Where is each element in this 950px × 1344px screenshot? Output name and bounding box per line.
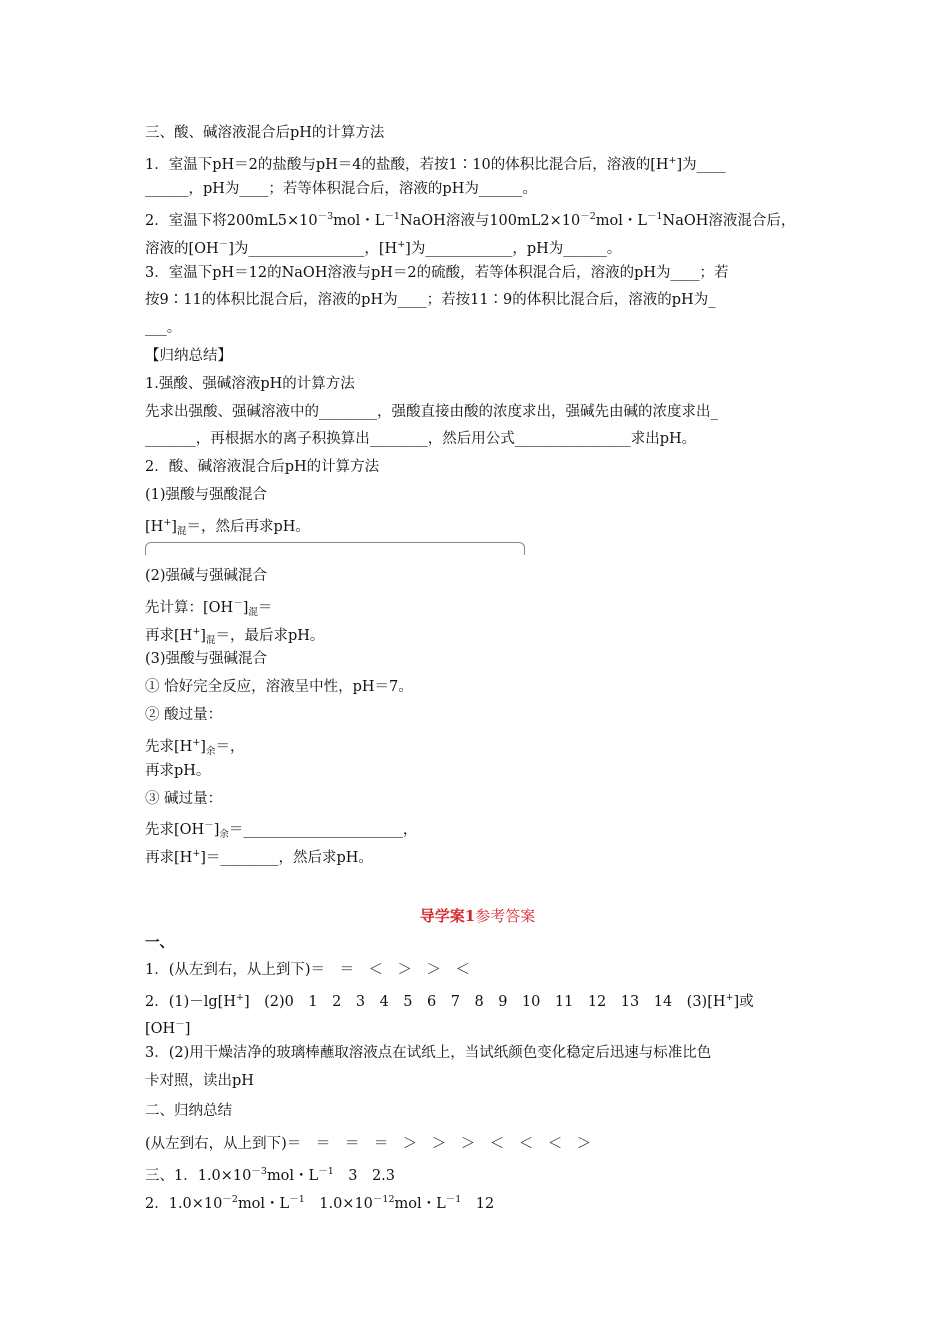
answer-title: 导学案1参考答案 [419, 907, 536, 925]
summary-item-2-3-case-3-formula: 先求$[OH^-]_余=\_\_\_\_\_\_\_\_\_\_\_\_\_\_\_\_\_\_\_\_\_\_$， [145, 820, 418, 840]
summary-item-2-2-formula-2: 再求$[H^+]_混=$，最后求pH。 [145, 626, 325, 646]
question-3-line-2: 按9∶11的体积比混合后，溶液的pH为____；若按11∶9的体积比混合后，溶液的pH为_ [145, 292, 716, 308]
summary-item-2-3-case-2-formula: 先求$[H^+]_余=$， [145, 737, 245, 757]
answer-2-line-2: [OH－] [145, 1019, 191, 1037]
question-3-line-3: ___。 [145, 320, 182, 336]
answer-6: 2．$1.0\times 10^{-2}mol$・$L^{-1}$ $1.0\times 10^{-12}mol$・$L^{-1}$ 12 [145, 1194, 495, 1212]
summary-item-2-2-formula-1: 先计算：$[OH^-]_混=$ [145, 598, 273, 618]
answer-2-line-1: 2．(1)－lg[H+] (2)0 1 2 3 4 5 6 7 8 9 10 11 12 13 14 (3)[H+]或 [145, 992, 754, 1010]
answer-5: 三、1．$1.0\times 10^{-3}mol$・$L^{-1}$ 3 2.3 [145, 1166, 396, 1184]
summary-item-2: 2．酸、碱溶液混合后pH的计算方法 [145, 459, 380, 475]
formula-bracket [145, 542, 525, 555]
summary-item-2-3-case-1: ① 恰好完全反应，溶液呈中性，pH＝7。 [145, 679, 413, 695]
answer-section-1: 一、 [145, 934, 174, 951]
answer-3-line-1: 3．(2)用干燥洁净的玻璃棒蘸取溶液点在试纸上，当试纸颜色变化稳定后迅速与标准比色 [145, 1045, 712, 1061]
summary-item-2-3-case-3-result: 再求[H+]＝________，然后求pH。 [145, 848, 373, 866]
summary-item-2-1-formula: $[H^+]_混=$，然后再求pH。 [145, 517, 310, 537]
summary-item-1: 1.强酸、强碱溶液pH的计算方法 [145, 376, 355, 392]
summary-item-1-text-2: _______，再根据水的离子积换算出________，然后用公式________________求出pH。 [145, 431, 697, 447]
summary-item-2-3: (3)强酸与强碱混合 [145, 651, 268, 667]
answer-4: (从左到右，从上到下)＝ ＝ ＝ ＝ ＞ ＞ ＞ ＜ ＜ ＜ ＞ [145, 1136, 592, 1152]
question-2-line-2: 溶液的[OH－]为________________，[H+]为____________，pH为______。 [145, 239, 622, 257]
section-heading: 三、酸、碱溶液混合后pH的计算方法 [145, 125, 385, 141]
summary-item-2-3-case-3: ③ 碱过量： [145, 791, 223, 807]
question-2-line-1: 2．室温下将$200mL5\times 10^{-3}mol$・$L^{-1}NaOH$溶液与$100mL2\times 10^{-2}mol$・$L^{-1}NaOH$溶液混合后， [145, 211, 796, 229]
question-1-line-1: 1．室温下pH＝2的盐酸与pH＝4的盐酸，若按1∶10的体积比混合后，溶液的[H+]为____ [145, 155, 726, 173]
summary-item-2-3-case-2-result: 再求pH。 [145, 763, 211, 779]
question-3-line-1: 3．室温下pH＝12的NaOH溶液与pH＝2的硫酸，若等体积混合后，溶液的pH为____；若 [145, 265, 729, 281]
answer-1: 1．(从左到右，从上到下)＝ ＝ ＜ ＞ ＞ ＜ [145, 962, 471, 978]
summary-heading: 【归纳总结】 [145, 348, 232, 364]
summary-item-2-1: (1)强酸与强酸混合 [145, 487, 268, 503]
answer-3-line-2: 卡对照，读出pH [145, 1073, 254, 1089]
question-1-line-2: ______，pH为____；若等体积混合后，溶液的pH为______。 [145, 181, 537, 197]
answer-section-2: 二、归纳总结 [145, 1103, 232, 1119]
summary-item-2-3-case-2: ② 酸过量： [145, 707, 223, 723]
summary-item-2-2: (2)强碱与强碱混合 [145, 568, 268, 584]
summary-item-1-text-1: 先求出强酸、强碱溶液中的________，强酸直接由酸的浓度求出，强碱先由碱的浓度求出_ [145, 404, 718, 420]
